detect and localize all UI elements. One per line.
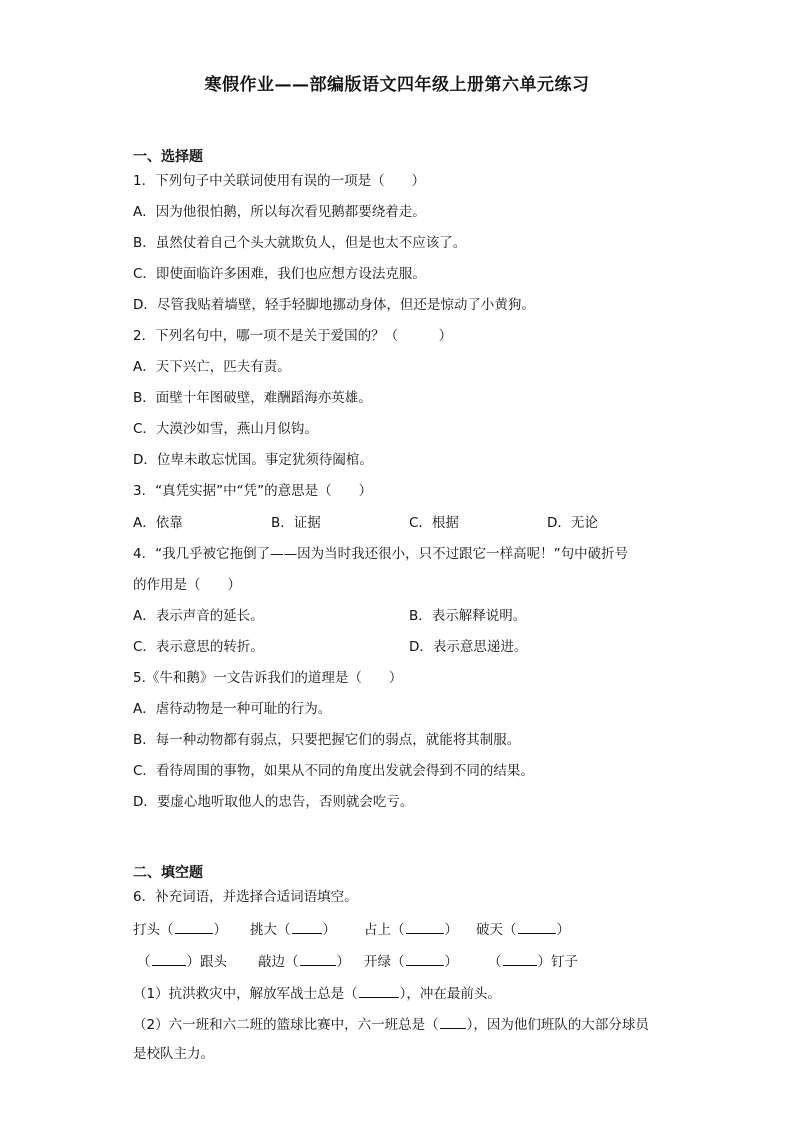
idiom-prefix: 破天（ [476,922,517,938]
idiom-suffix: ） [444,954,458,970]
question-4-stem-line1: 4．“我几乎被它拖倒了——因为当时我还很小，只不过跟它一样高呢！”句中破折号 [133,546,629,562]
sentence-1-suffix: ），冲在最前头。 [399,986,501,1002]
sentence-2 [133,1014,649,1034]
answer-blank[interactable] [406,919,444,934]
question-4-option-a: A．表示声音的延长。 [133,608,264,624]
idiom-blank-3 [364,919,458,939]
idiom-prefix: 占上（ [364,922,405,938]
answer-blank[interactable] [152,951,186,966]
question-2-option-b: B．面壁十年图破壁，难酬蹈海亦英雄。 [133,390,372,406]
answer-blank[interactable] [440,1014,466,1029]
question-3-option-d: D．无论 [547,515,598,531]
idiom-suffix: ） [336,954,350,970]
question-4-option-d: D．表示意思递进。 [409,639,528,655]
question-1-option-a: A．因为他很怕鹅，所以每次看见鹅都要绕着走。 [133,204,426,220]
idiom-blank-2 [250,919,336,939]
idiom-prefix: （ [488,954,502,970]
answer-blank[interactable] [292,919,322,934]
idiom-blank-1 [133,919,227,939]
question-1-stem: 1．下列句子中关联词使用有误的一项是（ ） [133,173,426,189]
answer-blank[interactable] [406,951,444,966]
idiom-blank-8 [488,951,578,971]
question-2-option-a: A．天下兴亡，匹夫有责。 [133,359,291,375]
answer-blank[interactable] [175,919,213,934]
question-1-option-c: C．即使面临许多困难，我们也应想方设法克服。 [133,266,426,282]
answer-blank[interactable] [518,919,556,934]
question-6-stem: 6．补充词语，并选择合适词语填空。 [133,889,358,905]
answer-blank[interactable] [300,951,336,966]
idiom-prefix: 打头（ [133,922,174,938]
page-title: 寒假作业——部编版语文四年级上册第六单元练习 [204,75,590,95]
idiom-blank-4 [476,919,570,939]
idiom-prefix: （ [137,954,151,970]
question-5-option-a: A．虐待动物是一种可耻的行为。 [133,701,332,717]
idiom-suffix: ）钉子 [537,954,578,970]
question-3-stem: 3．“真凭实据”中“凭”的意思是（ ） [133,483,373,499]
idiom-prefix: 挑大（ [250,922,291,938]
question-4-stem-line2: 的作用是（ ） [133,577,241,593]
question-2-stem: 2．下列名句中，哪一项不是关于爱国的？（ ） [133,328,453,344]
idiom-prefix: 开绿（ [364,954,405,970]
question-4-option-b: B．表示解释说明。 [409,608,527,624]
sentence-1-prefix: （1）抗洪救灾中，解放军战士总是（ [133,986,358,1002]
sentence-2-suffix: ），因为他们班队的大部分球员 [466,1017,649,1033]
section-heading-fill: 二、填空题 [133,865,203,881]
idiom-blank-7 [364,951,458,971]
question-3-option-b: B．证据 [271,515,321,531]
answer-blank[interactable] [359,983,399,998]
idiom-prefix: 敲边（ [258,954,299,970]
question-2-option-d: D．位卑未敢忘忧国。事定犹须待阖棺。 [133,452,373,468]
question-1-option-d: D．尽管我贴着墙壁，轻手轻脚地挪动身体，但还是惊动了小黄狗。 [133,297,535,313]
question-3-option-c: C．根据 [409,515,459,531]
question-4-option-c: C．表示意思的转折。 [133,639,264,655]
sentence-1 [133,983,501,1003]
idiom-blank-6 [258,951,350,971]
question-2-option-c: C．大漠沙如雪，燕山月似钩。 [133,421,318,437]
idiom-blank-5 [137,951,227,971]
section-heading-choice: 一、选择题 [133,149,203,165]
idiom-suffix: ）跟头 [186,954,227,970]
idiom-suffix: ） [444,922,458,938]
question-5-option-d: D．要虚心地听取他人的忠告，否则就会吃亏。 [133,794,414,810]
sentence-2-continuation: 是校队主力。 [133,1046,214,1062]
sentence-2-prefix: （2）六一班和六二班的篮球比赛中，六一班总是（ [133,1017,439,1033]
idiom-suffix: ） [556,922,570,938]
question-5-option-b: B．每一种动物都有弱点，只要把握它们的弱点，就能将其制服。 [133,732,521,748]
question-5-option-c: C．看待周围的事物，如果从不同的角度出发就会得到不同的结果。 [133,763,534,779]
answer-blank[interactable] [503,951,537,966]
question-1-option-b: B．虽然仗着自己个头大就欺负人，但是也太不应该了。 [133,235,467,251]
question-3-option-a: A．依靠 [133,515,183,531]
idiom-suffix: ） [213,922,227,938]
question-5-stem: 5.《牛和鹅》一文告诉我们的道理是（ ） [133,670,403,686]
idiom-suffix: ） [322,922,336,938]
